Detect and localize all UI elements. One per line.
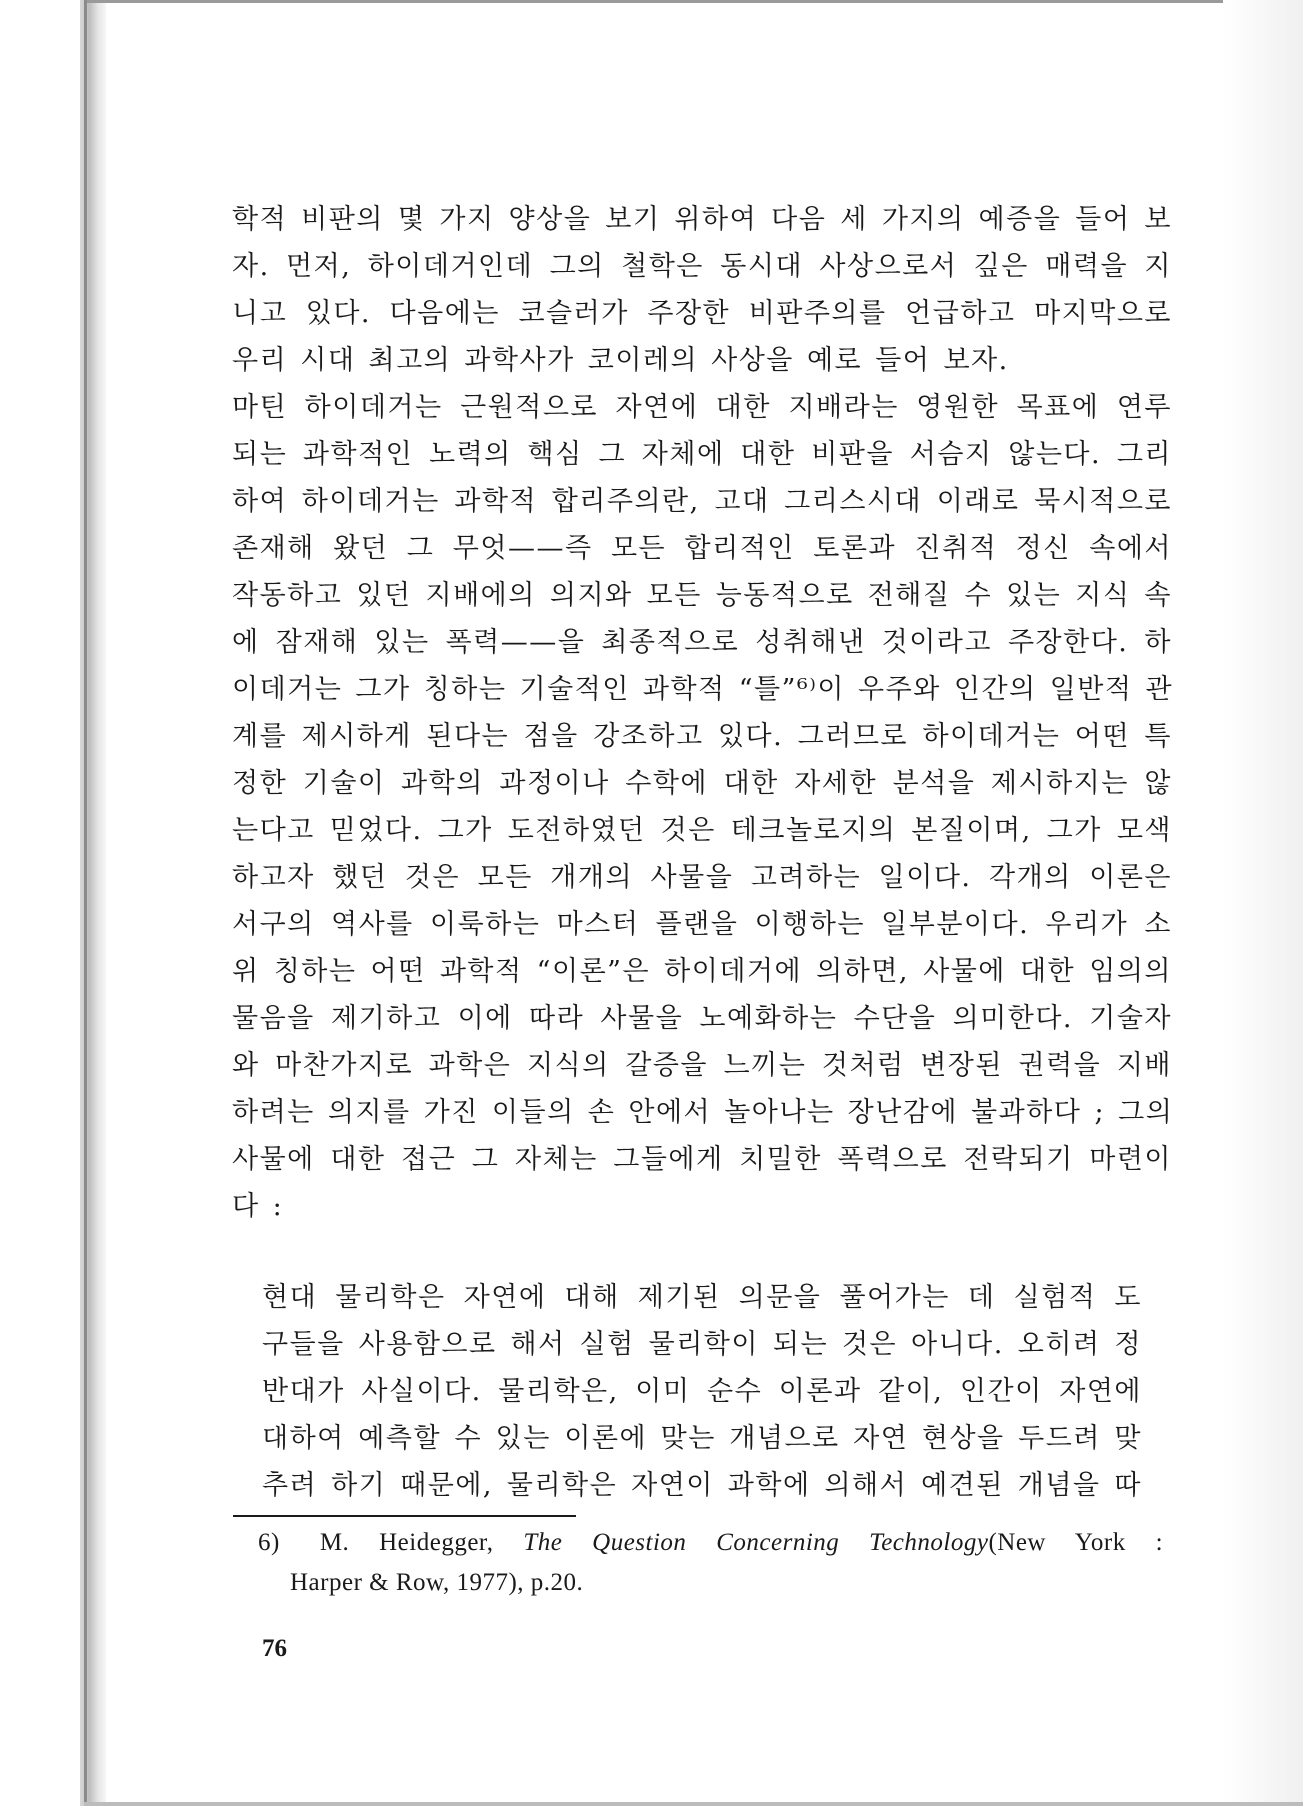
body-line: 서구의 역사를 이룩하는 마스터 플랜을 이행하는 일부분이다. 우리가 소 bbox=[232, 909, 1172, 940]
body-line: 존재해 왔던 그 무엇——즉 모든 합리적인 토론과 진취적 정신 속에서 bbox=[232, 533, 1172, 564]
body-line: 자. 먼저, 하이데거인데 그의 철학은 동시대 사상으로서 깊은 매력을 지 bbox=[232, 251, 1172, 282]
page-right-shade bbox=[1223, 0, 1303, 1806]
footnote-publisher: (New York : bbox=[988, 1529, 1164, 1556]
footnote-number: 6) bbox=[258, 1529, 280, 1556]
body-line: 는다고 믿었다. 그가 도전하였던 것은 테크놀로지의 본질이며, 그가 모색 bbox=[232, 815, 1172, 846]
body-line: 니고 있다. 다음에는 코슬러가 주장한 비판주의를 언급하고 마지막으로 bbox=[232, 298, 1172, 329]
block-quote bbox=[262, 1274, 1142, 1509]
footnote-author: M. Heidegger, bbox=[319, 1529, 494, 1556]
quote-line: 현대 물리학은 자연에 대해 제기된 의문을 풀어가는 데 실험적 도 bbox=[262, 1282, 1142, 1313]
body-line: 다 : bbox=[232, 1191, 284, 1222]
page-top-edge bbox=[84, 0, 1224, 3]
body-line: 와 마찬가지로 과학은 지식의 갈증을 느끼는 것처럼 변장된 권력을 지배 bbox=[232, 1050, 1172, 1081]
body-line: 에 잠재해 있는 폭력——을 최종적으로 성취해낸 것이라고 주장한다. 하 bbox=[232, 627, 1172, 658]
body-line: 학적 비판의 몇 가지 양상을 보기 위하여 다음 세 가지의 예증을 들어 보 bbox=[232, 204, 1172, 235]
footnote bbox=[258, 1523, 1163, 1603]
body-line: 마틴 하이데거는 근원적으로 자연에 대한 지배라는 영원한 목표에 연루 bbox=[232, 392, 1172, 423]
quote-line: 대하여 예측할 수 있는 이론에 맞는 개념으로 자연 현상을 두드려 맞 bbox=[262, 1423, 1142, 1454]
body-line: 사물에 대한 접근 그 자체는 그들에게 치밀한 폭력으로 전락되기 마련이 bbox=[232, 1144, 1172, 1175]
body-line: 작동하고 있던 지배에의 의지와 모든 능동적으로 전해질 수 있는 지식 속 bbox=[232, 580, 1172, 611]
body-line: 우리 시대 최고의 과학사가 코이레의 사상을 예로 들어 보자. bbox=[232, 345, 1009, 376]
footnote-divider bbox=[233, 1515, 576, 1517]
quote-line: 구들을 사용함으로 해서 실험 물리학이 되는 것은 아니다. 오히려 정 bbox=[262, 1329, 1142, 1360]
page-bottom-edge bbox=[84, 1802, 1303, 1806]
footnote-title: The Question Concerning Technology bbox=[523, 1529, 989, 1556]
body-line: 되는 과학적인 노력의 핵심 그 자체에 대한 비판을 서슴지 않는다. 그리 bbox=[232, 439, 1172, 470]
body-line: 계를 제시하게 된다는 점을 강조하고 있다. 그러므로 하이데거는 어떤 특 bbox=[232, 721, 1172, 752]
body-text bbox=[232, 196, 1172, 1230]
body-line: 물음을 제기하고 이에 따라 사물을 노예화하는 수단을 의미한다. 기술자 bbox=[232, 1003, 1172, 1034]
body-line: 위 칭하는 어떤 과학적 “이론”은 하이데거에 의하면, 사물에 대한 임의의 bbox=[232, 956, 1172, 987]
body-line: 하여 하이데거는 과학적 합리주의란, 고대 그리스시대 이래로 묵시적으로 bbox=[232, 486, 1172, 517]
page-left-edge bbox=[84, 0, 87, 1806]
quote-line: 반대가 사실이다. 물리학은, 이미 순수 이론과 같이, 인간이 자연에 bbox=[262, 1376, 1142, 1407]
body-line: 이데거는 그가 칭하는 기술적인 과학적 “틀”⁶⁾이 우주와 인간의 일반적 관 bbox=[232, 674, 1174, 705]
quote-line: 추려 하기 때문에, 물리학은 자연이 과학에 의해서 예견된 개념을 따 bbox=[262, 1470, 1142, 1501]
body-line: 하려는 의지를 가진 이들의 손 안에서 놀아나는 장난감에 불과하다 ; 그의 bbox=[232, 1097, 1174, 1128]
body-line: 정한 기술이 과학의 과정이나 수학에 대한 자세한 분석을 제시하지는 않 bbox=[232, 768, 1172, 799]
page-number: 76 bbox=[262, 1635, 287, 1662]
body-line: 하고자 했던 것은 모든 개개의 사물을 고려하는 일이다. 각개의 이론은 bbox=[232, 862, 1172, 893]
footnote-line: Harper & Row, 1977), p.20. bbox=[290, 1569, 584, 1596]
footnote-line bbox=[258, 1523, 1163, 1563]
